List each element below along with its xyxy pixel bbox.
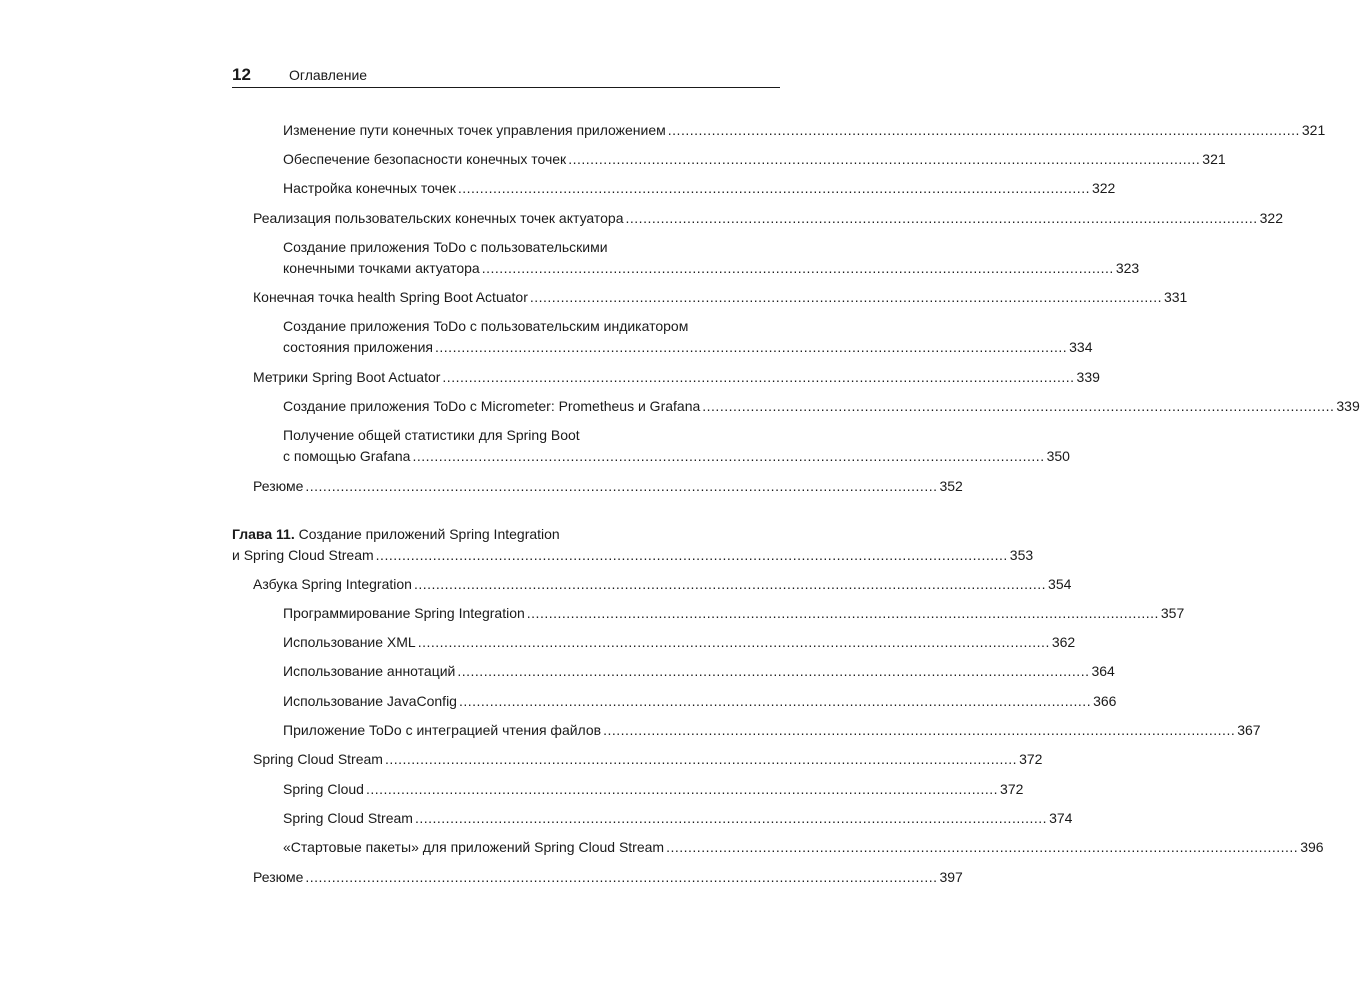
toc-entry-title: Метрики Spring Boot Actuator: [253, 369, 441, 385]
toc-entry-title-line1: Получение общей статистики для Spring Boot: [283, 427, 580, 443]
dot-leader: ................................................................................................................................................: [458, 693, 1092, 709]
toc-entry-title: Резюме: [253, 478, 304, 494]
dot-leader: ................................................................................................................................................: [702, 398, 1335, 414]
toc-entry-title: Приложение ToDo с интеграцией чтения файлов: [283, 722, 602, 738]
toc-entry-title: Конечная точка health Spring Boot Actuator: [253, 289, 528, 305]
toc-entry-page: 372: [1019, 751, 1043, 767]
dot-leader: ................................................................................................................................................: [667, 122, 1300, 138]
toc-entry: [283, 149, 1226, 170]
dot-leader: ................................................................................................................................................: [375, 547, 1008, 563]
toc-entry-title: Обеспечение безопасности конечных точек: [283, 151, 567, 167]
dot-leader: ................................................................................................................................................: [412, 448, 1045, 464]
dot-leader: ................................................................................................................................................: [625, 210, 1258, 226]
toc-entry-title: Использование JavaConfig: [283, 693, 457, 709]
dot-leader: ................................................................................................................................................: [413, 576, 1047, 592]
toc-entry-page: 372: [1000, 781, 1024, 797]
toc-entry-page: 352: [939, 478, 963, 494]
toc-entry-page: 367: [1237, 722, 1261, 738]
toc-entry-page: 396: [1300, 839, 1324, 855]
toc-entry: [283, 691, 1117, 712]
toc-entry-title: Резюме: [253, 869, 304, 885]
dot-leader: ................................................................................................................................................: [526, 605, 1159, 621]
toc-entry: [253, 574, 1072, 595]
toc-entry-title: Spring Cloud Stream: [283, 810, 413, 826]
page-number: 12: [232, 65, 251, 84]
toc-entry-page: 323: [1115, 260, 1140, 276]
dot-leader: ................................................................................................................................................: [305, 869, 938, 885]
dot-leader: ................................................................................................................................................: [666, 839, 1299, 855]
toc-entry-title: Spring Cloud: [283, 781, 364, 797]
toc-entry-page: 322: [1259, 210, 1283, 226]
toc-entry: [283, 603, 1185, 624]
toc-entry-page: 350: [1046, 448, 1070, 464]
toc-entry-title: Реализация пользовательских конечных точек актуатора: [253, 210, 624, 226]
toc-entry-page: 339: [1076, 369, 1100, 385]
toc-entry: [283, 425, 1070, 467]
toc-entry-page: 397: [939, 869, 963, 885]
toc-entry: [283, 837, 1324, 858]
running-title: Оглавление: [289, 67, 368, 83]
dot-leader: ................................................................................................................................................: [603, 722, 1236, 738]
toc-entry: [283, 632, 1076, 653]
toc-entry: [283, 808, 1073, 829]
dot-leader: ................................................................................................................................................: [305, 478, 938, 494]
toc-entry: [283, 237, 1140, 279]
dot-leader: ................................................................................................................................................: [457, 180, 1090, 196]
toc-entry-page: 321: [1202, 151, 1226, 167]
toc-entry: [283, 396, 1360, 417]
toc-entry-title: «Стартовые пакеты» для приложений Spring Cloud Stream: [283, 839, 665, 855]
toc-entry-page: 354: [1048, 576, 1072, 592]
toc-entry-title: Изменение пути конечных точек управления приложением: [283, 122, 666, 138]
toc-chapter-title-line1: [232, 524, 780, 545]
toc-entry-page: 334: [1069, 339, 1093, 355]
toc-entry-title: Использование аннотаций: [283, 663, 456, 679]
toc-entry-page: 353: [1009, 547, 1034, 563]
toc-entry-page: 362: [1051, 634, 1076, 650]
toc-entry: [283, 316, 1093, 358]
toc-entry-title: Создание приложения ToDo с Micrometer: Prometheus и Grafana: [283, 398, 701, 414]
dot-leader: ................................................................................................................................................: [442, 369, 1075, 385]
toc-entry: [253, 867, 963, 888]
toc-entry: [283, 779, 1024, 800]
toc-entry: [253, 749, 1043, 770]
toc-entry-title: и Spring Cloud Stream: [232, 547, 374, 563]
dot-leader: ................................................................................................................................................: [529, 289, 1162, 305]
toc-entry-title: Программирование Spring Integration: [283, 605, 525, 621]
toc-entry: [253, 476, 963, 497]
chapter-title-start: Создание приложений Spring Integration: [298, 526, 560, 542]
toc-entry-title: Использование XML: [283, 634, 416, 650]
toc-entry-page: 322: [1091, 180, 1116, 196]
toc-entry-title-line1: Создание приложения ToDo с пользовательскими: [283, 239, 608, 255]
toc-entry-title: конечными точками актуатора: [283, 260, 480, 276]
toc-entry: [253, 287, 1188, 308]
toc-entry-title: Spring Cloud Stream: [253, 751, 383, 767]
toc-entry: [253, 367, 1100, 388]
toc-entry: [283, 120, 1326, 141]
dot-leader: ................................................................................................................................................: [457, 663, 1090, 679]
toc-entry-page: 339: [1336, 398, 1360, 414]
toc-entry-page: 321: [1301, 122, 1326, 138]
dot-leader: ................................................................................................................................................: [365, 781, 999, 797]
toc-entry-title: состояния приложения: [283, 339, 434, 355]
toc-entry-page: 364: [1091, 663, 1115, 679]
dot-leader: ................................................................................................................................................: [568, 151, 1201, 167]
toc-entry-page: 366: [1093, 693, 1117, 709]
toc-entry: [283, 720, 1261, 741]
dot-leader: ................................................................................................................................................: [417, 634, 1050, 650]
dot-leader: ................................................................................................................................................: [481, 260, 1114, 276]
toc-entry-page: 374: [1049, 810, 1073, 826]
toc-entry: [253, 208, 1283, 229]
toc-entry: [283, 661, 1115, 682]
toc-entry-title: с помощью Grafana: [283, 448, 411, 464]
toc-entry: [283, 178, 1116, 199]
chapter-label: Глава 11.: [232, 526, 295, 542]
dot-leader: ................................................................................................................................................: [384, 751, 1018, 767]
dot-leader: ................................................................................................................................................: [435, 339, 1068, 355]
toc-entry-page: 357: [1160, 605, 1185, 621]
toc-entry-page: 331: [1163, 289, 1188, 305]
toc-entry-title: Азбука Spring Integration: [253, 576, 412, 592]
toc-entry-title: Настройка конечных точек: [283, 180, 456, 196]
toc-chapter-entry: [232, 524, 1034, 566]
toc-entry-title-line1: Создание приложения ToDo с пользовательским индикатором: [283, 318, 689, 334]
dot-leader: ................................................................................................................................................: [414, 810, 1048, 826]
